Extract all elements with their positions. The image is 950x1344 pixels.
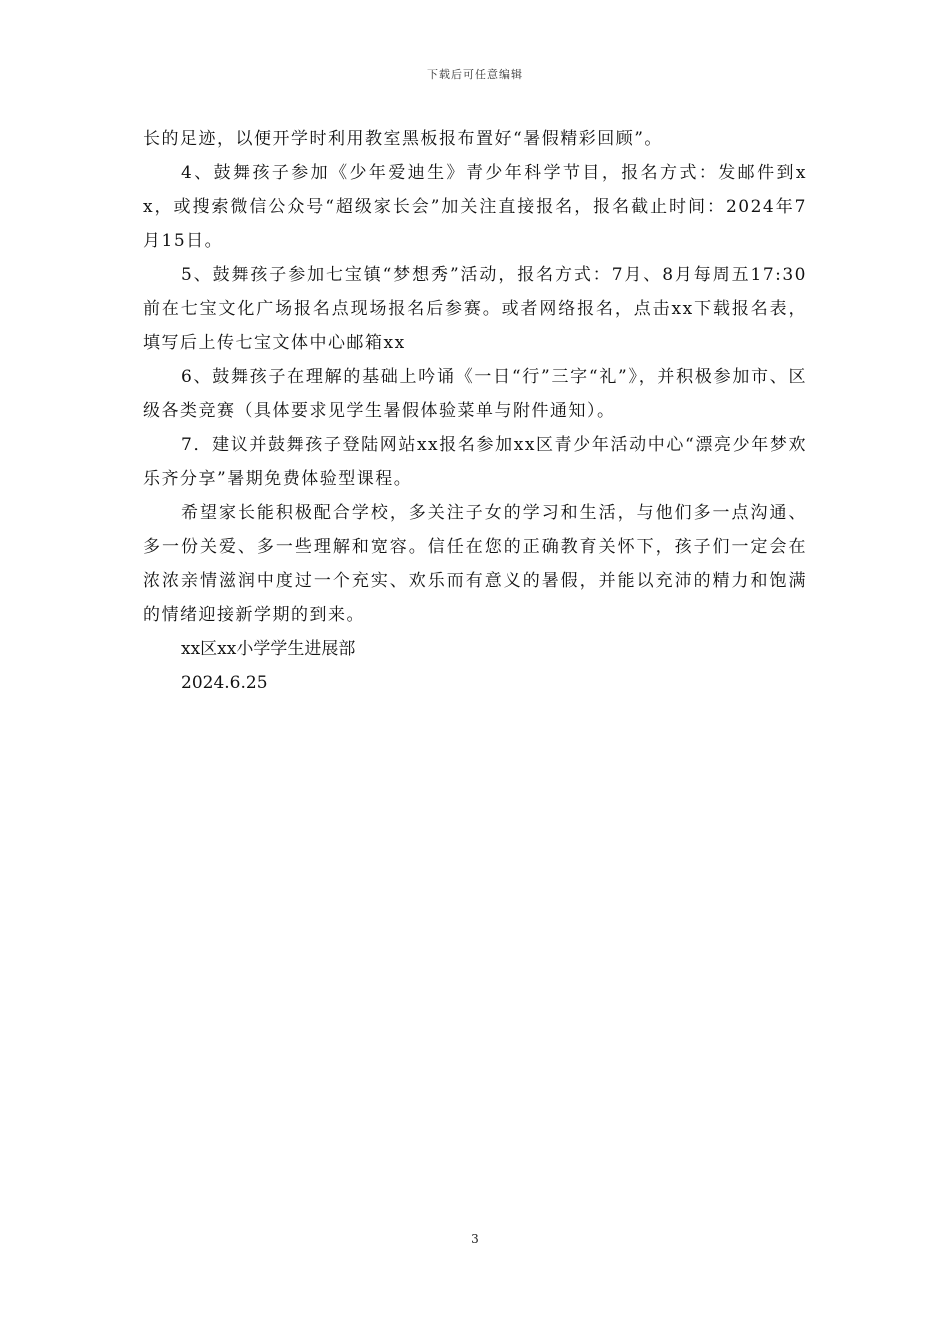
paragraph-item-6: 6、鼓舞孩子在理解的基础上吟诵《一日“行”三字“礼”》，并积极参加市、区级各类竞赛（具体要求见学生暑假体验菜单与附件通知）。 bbox=[143, 367, 808, 421]
paragraph-closing: 希望家长能积极配合学校，多关注子女的学习和生活，与他们多一点沟通、多一份关爱、多一些理解和宽容。信任在您的正确教育关怀下，孩子们一定会在浓浓亲情滋润中度过一个充实、欢乐而有意义的暑假，并能以充沛的精力和饱满的情绪迎接新学期的到来。 bbox=[143, 503, 807, 625]
signature-date: 2024.6.25 bbox=[181, 673, 268, 693]
page-header-note: 下载后可任意编辑 bbox=[427, 68, 523, 81]
paragraph-item-7: 7．建议并鼓舞孩子登陆网站xx报名参加xx区青少年活动中心“漂亮少年梦欢乐齐分享”暑期免费体验型课程。 bbox=[143, 435, 807, 489]
paragraph-item-5: 5、鼓舞孩子参加七宝镇“梦想秀”活动，报名方式：7月、8月每周五17:30前在七宝文化广场报名点现场报名后参赛。或者网络报名，点击xx下载报名表，填写后上传七宝文体中心邮箱xx bbox=[143, 265, 807, 353]
paragraph-item-4: 4、鼓舞孩子参加《少年爱迪生》青少年科学节目，报名方式：发邮件到xx，或搜索微信公众号“超级家长会”加关注直接报名，报名截止时间：2024年7月15日。 bbox=[143, 163, 807, 251]
paragraph-continuation: 长的足迹，以便开学时利用教室黑板报布置好“暑假精彩回顾”。 bbox=[143, 129, 663, 149]
page-number: 3 bbox=[471, 1232, 479, 1246]
signature-organization: xx区xx小学学生进展部 bbox=[181, 639, 356, 659]
document-body bbox=[143, 122, 807, 700]
